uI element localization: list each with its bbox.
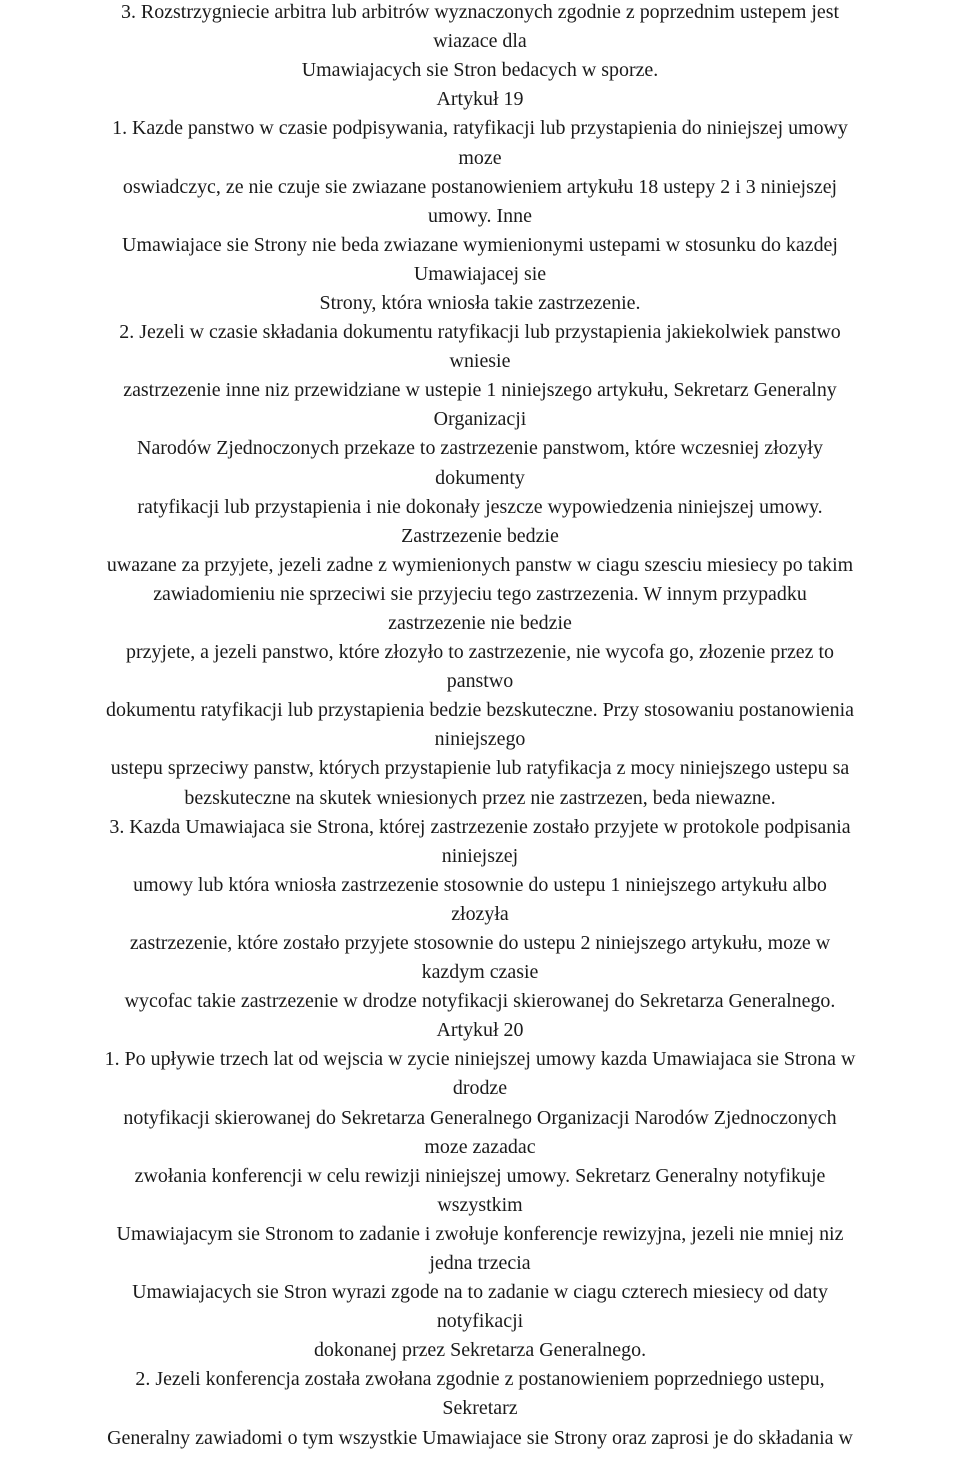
- text-line: notyfikacji: [436, 1310, 524, 1332]
- text-line: wniesie: [449, 350, 511, 372]
- text-line: Umawiajacych sie Stron wyrazi zgode na to zadanie w ciagu czterech miesiecy od daty: [132, 1281, 828, 1303]
- text-line: ratyfikacji lub przystapienia i nie dokonały jeszcze wypowiedzenia niniejszej umowy.: [137, 496, 823, 518]
- text-line: niniejszego: [434, 728, 526, 750]
- text-line: przyjete, a jezeli panstwo, które złozyło to zastrzezenie, nie wycofa go, złozenie przez to: [126, 641, 834, 663]
- text-line: 2. Jezeli w czasie składania dokumentu ratyfikacji lub przystapienia jakiekolwiek panstwo: [119, 321, 841, 343]
- text-line: 1. Po upływie trzech lat od wejscia w zycie niniejszej umowy kazda Umawiajaca sie Strona w: [104, 1048, 856, 1070]
- text-line: zawiadomieniu nie sprzeciwi sie przyjeciu tego zastrzezenia. W innym przypadku: [153, 583, 807, 605]
- text-line: zwołania konferencji w celu rewizji niniejszej umowy. Sekretarz Generalny notyfikuje: [134, 1165, 826, 1187]
- text-line: umowy lub która wniosła zastrzezenie stosownie do ustepu 1 niniejszego artykułu albo: [133, 874, 827, 896]
- text-line: wiazace dla: [433, 30, 527, 52]
- text-line: niniejszej: [441, 845, 519, 867]
- text-line: zastrzezenie inne niz przewidziane w ustepie 1 niniejszego artykułu, Sekretarz Generalny: [123, 379, 837, 401]
- text-line: Narodów Zjednoczonych przekaze to zastrzezenie panstwom, które wczesniej złozyły: [137, 437, 823, 459]
- text-line: jedna trzecia: [429, 1252, 531, 1274]
- article-heading: Artykuł 20: [436, 1019, 524, 1041]
- text-line: kazdym czasie: [421, 961, 539, 983]
- text-line: zastrzezenie nie bedzie: [388, 612, 572, 634]
- text-line: zastrzezenie, które zostało przyjete stosownie do ustepu 2 niniejszego artykułu, moze w: [129, 932, 831, 954]
- text-line: moze: [458, 147, 502, 169]
- text-line: oswiadczyc, ze nie czuje sie zwiazane postanowieniem artykułu 18 ustepy 2 i 3 niniejszej: [122, 176, 838, 198]
- text-line: Umawiajacej sie: [413, 263, 547, 285]
- text-line: moze zazadac: [424, 1136, 536, 1158]
- text-line: Umawiajace sie Strony nie beda zwiazane wymienionymi ustepami w stosunku do kazdej: [122, 234, 838, 256]
- text-line: złozyła: [451, 903, 509, 925]
- text-line: dokumentu ratyfikacji lub przystapienia bedzie bezskuteczne. Przy stosowaniu postanowienia: [106, 699, 854, 721]
- text-line: Umawiajacym sie Stronom to zadanie i zwołuje konferencje rewizyjna, jezeli nie mniej niz: [116, 1223, 844, 1245]
- text-line: drodze: [452, 1077, 508, 1099]
- text-line: ustepu sprzeciwy panstw, których przystapienie lub ratyfikacja z mocy niniejszego ustepu sa: [110, 757, 850, 779]
- text-line: Sekretarz: [442, 1397, 518, 1419]
- text-line: 3. Rozstrzygniecie arbitra lub arbitrów wyznaczonych zgodnie z poprzednim ustepem jest: [120, 1, 840, 23]
- text-line: 2. Jezeli konferencja została zwołana zgodnie z postanowieniem poprzedniego ustepu,: [135, 1368, 825, 1390]
- text-line: dokumenty: [435, 467, 525, 489]
- text-line: wycofac takie zastrzezenie w drodze notyfikacji skierowanej do Sekretarza Generalnego.: [124, 990, 836, 1012]
- text-line: Generalny zawiadomi o tym wszystkie Umawiajace sie Strony oraz zaprosi je do składania w: [107, 1427, 853, 1449]
- text-line: wszystkim: [437, 1194, 523, 1216]
- text-line: dokonanej przez Sekretarza Generalnego.: [313, 1339, 647, 1361]
- article-heading: Artykuł 19: [436, 88, 524, 110]
- text-line: notyfikacji skierowanej do Sekretarza Generalnego Organizacji Narodów Zjednoczonych: [123, 1107, 837, 1129]
- text-line: 1. Kazde panstwo w czasie podpisywania, ratyfikacji lub przystapienia do niniejszej umowy: [112, 117, 848, 139]
- text-line: Strony, która wniosła takie zastrzezenie.: [319, 292, 641, 314]
- text-line: 3. Kazda Umawiajaca sie Strona, której zastrzezenie zostało przyjete w protokole podpisania: [109, 816, 851, 838]
- text-line: Zastrzezenie bedzie: [401, 525, 559, 547]
- text-line: Umawiajacych sie Stron bedacych w sporze.: [301, 59, 659, 81]
- text-line: uwazane za przyjete, jezeli zadne z wymienionych panstw w ciagu szesciu miesiecy po takim: [106, 554, 854, 576]
- text-line: umowy. Inne: [428, 205, 532, 227]
- text-line: Organizacji: [433, 408, 527, 430]
- text-line: bezskuteczne na skutek wniesionych przez nie zastrzezen, beda niewazne.: [184, 787, 776, 809]
- text-line: panstwo: [446, 670, 514, 692]
